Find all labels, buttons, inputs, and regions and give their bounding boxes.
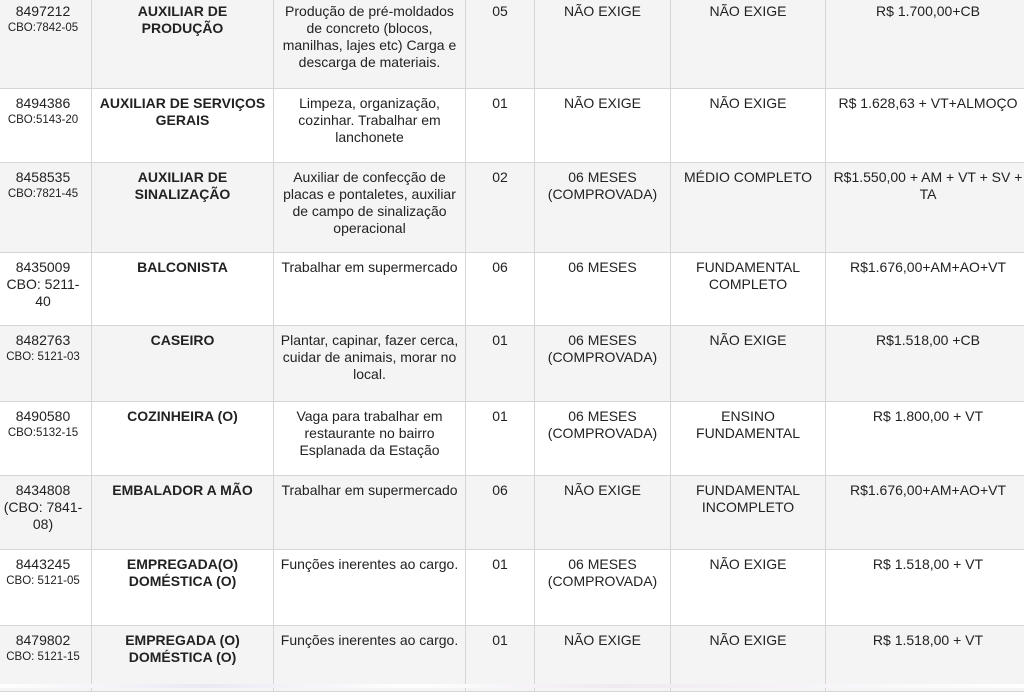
education-requirement: NÃO EXIGE bbox=[671, 326, 826, 402]
salary-benefits: R$ 1.800,00 + VT bbox=[826, 402, 1024, 476]
code-cell bbox=[0, 402, 92, 476]
job-title: EMPREGADA (O) DOMÉSTICA (O) bbox=[92, 626, 274, 692]
code-cell bbox=[0, 550, 92, 626]
experience-requirement: 06 MESES (COMPROVADA) bbox=[535, 326, 671, 402]
code-cell bbox=[0, 0, 92, 89]
education-requirement: NÃO EXIGE bbox=[671, 550, 826, 626]
cbo-code: CBO:5143-20 bbox=[0, 112, 87, 129]
vacancy-code: 8458535 bbox=[0, 169, 87, 186]
experience-requirement: NÃO EXIGE bbox=[535, 626, 671, 692]
job-description: Trabalhar em supermercado bbox=[274, 476, 466, 550]
experience-requirement: 06 MESES bbox=[535, 253, 671, 326]
table-row bbox=[0, 626, 1024, 692]
vacancy-count: 01 bbox=[466, 402, 535, 476]
vacancy-count: 05 bbox=[466, 0, 535, 89]
code-cell bbox=[0, 326, 92, 402]
vacancy-count: 06 bbox=[466, 253, 535, 326]
salary-benefits: R$1.550,00 + AM + VT + SV + TA bbox=[826, 163, 1024, 253]
job-description: Vaga para trabalhar em restaurante no bairro Esplanada da Estação bbox=[274, 402, 466, 476]
salary-benefits: R$ 1.518,00 + VT bbox=[826, 626, 1024, 692]
table-row bbox=[0, 253, 1024, 326]
job-title: CASEIRO bbox=[92, 326, 274, 402]
salary-benefits: R$ 1.700,00+CB bbox=[826, 0, 1024, 89]
experience-requirement: NÃO EXIGE bbox=[535, 0, 671, 89]
job-description: Funções inerentes ao cargo. bbox=[274, 626, 466, 692]
education-requirement: FUNDAMENTAL COMPLETO bbox=[671, 253, 826, 326]
code-cell bbox=[0, 89, 92, 163]
education-requirement: NÃO EXIGE bbox=[671, 626, 826, 692]
job-title: AUXILIAR DE SERVIÇOS GERAIS bbox=[92, 89, 274, 163]
job-description: Trabalhar em supermercado bbox=[274, 253, 466, 326]
vacancy-count: 01 bbox=[466, 550, 535, 626]
salary-benefits: R$1.518,00 +CB bbox=[826, 326, 1024, 402]
code-cell bbox=[0, 476, 92, 550]
experience-requirement: NÃO EXIGE bbox=[535, 89, 671, 163]
code-cell bbox=[0, 253, 92, 326]
code-cell bbox=[0, 626, 92, 692]
job-title: EMPREGADA(O) DOMÉSTICA (O) bbox=[92, 550, 274, 626]
cbo-code: CBO: 5121-03 bbox=[0, 349, 87, 366]
education-requirement: NÃO EXIGE bbox=[671, 89, 826, 163]
experience-requirement: 06 MESES (COMPROVADA) bbox=[535, 550, 671, 626]
vacancy-code: 8443245 bbox=[0, 556, 87, 573]
vacancy-code: 8494386 bbox=[0, 95, 87, 112]
vacancy-count: 01 bbox=[466, 626, 535, 692]
vacancy-code: 8435009 bbox=[0, 259, 87, 276]
vacancy-code: 8482763 bbox=[0, 332, 87, 349]
job-description: Funções inerentes ao cargo. bbox=[274, 550, 466, 626]
job-description: Produção de pré-moldados de concreto (blocos, manilhas, lajes etc) Carga e descarga de materiais. bbox=[274, 0, 466, 89]
education-requirement: FUNDAMENTAL INCOMPLETO bbox=[671, 476, 826, 550]
cbo-code: (CBO: 7841-08) bbox=[0, 499, 87, 533]
experience-requirement: NÃO EXIGE bbox=[535, 476, 671, 550]
table-row bbox=[0, 550, 1024, 626]
job-description: Plantar, capinar, fazer cerca, cuidar de animais, morar no local. bbox=[274, 326, 466, 402]
vacancy-count: 02 bbox=[466, 163, 535, 253]
job-description: Auxiliar de confecção de placas e pontaletes, auxiliar de campo de sinalização operacional bbox=[274, 163, 466, 253]
vacancy-count: 01 bbox=[466, 89, 535, 163]
vacancy-code: 8479802 bbox=[0, 632, 87, 649]
vacancy-count: 01 bbox=[466, 326, 535, 402]
table-row bbox=[0, 326, 1024, 402]
education-requirement: ENSINO FUNDAMENTAL bbox=[671, 402, 826, 476]
job-title: AUXILIAR DE PRODUÇÃO bbox=[92, 0, 274, 89]
experience-requirement: 06 MESES (COMPROVADA) bbox=[535, 402, 671, 476]
salary-benefits: R$1.676,00+AM+AO+VT bbox=[826, 253, 1024, 326]
education-requirement: MÉDIO COMPLETO bbox=[671, 163, 826, 253]
table-row bbox=[0, 0, 1024, 89]
job-title: COZINHEIRA (O) bbox=[92, 402, 274, 476]
salary-benefits: R$ 1.628,63 + VT+ALMOÇO bbox=[826, 89, 1024, 163]
job-title: AUXILIAR DE SINALIZAÇÃO bbox=[92, 163, 274, 253]
cbo-code: CBO:7821-45 bbox=[0, 186, 87, 203]
job-title: BALCONISTA bbox=[92, 253, 274, 326]
salary-benefits: R$ 1.518,00 + VT bbox=[826, 550, 1024, 626]
table-row bbox=[0, 163, 1024, 253]
job-title: EMBALADOR A MÃO bbox=[92, 476, 274, 550]
vacancy-code: 8434808 bbox=[0, 482, 87, 499]
table-row bbox=[0, 402, 1024, 476]
cbo-code: CBO: 5211-40 bbox=[0, 276, 87, 310]
table-row bbox=[0, 89, 1024, 163]
bottom-edge bbox=[0, 684, 1024, 688]
vacancy-code: 8497212 bbox=[0, 3, 87, 20]
job-description: Limpeza, organização, cozinhar. Trabalhar em lanchonete bbox=[274, 89, 466, 163]
cbo-code: CBO: 5121-05 bbox=[0, 573, 87, 590]
vacancy-count: 06 bbox=[466, 476, 535, 550]
salary-benefits: R$1.676,00+AM+AO+VT bbox=[826, 476, 1024, 550]
cbo-code: CBO:5132-15 bbox=[0, 425, 87, 442]
cbo-code: CBO:7842-05 bbox=[0, 20, 87, 37]
code-cell bbox=[0, 163, 92, 253]
vacancy-code: 8490580 bbox=[0, 408, 87, 425]
experience-requirement: 06 MESES (COMPROVADA) bbox=[535, 163, 671, 253]
education-requirement: NÃO EXIGE bbox=[671, 0, 826, 89]
table-row bbox=[0, 476, 1024, 550]
cbo-code: CBO: 5121-15 bbox=[0, 649, 87, 666]
